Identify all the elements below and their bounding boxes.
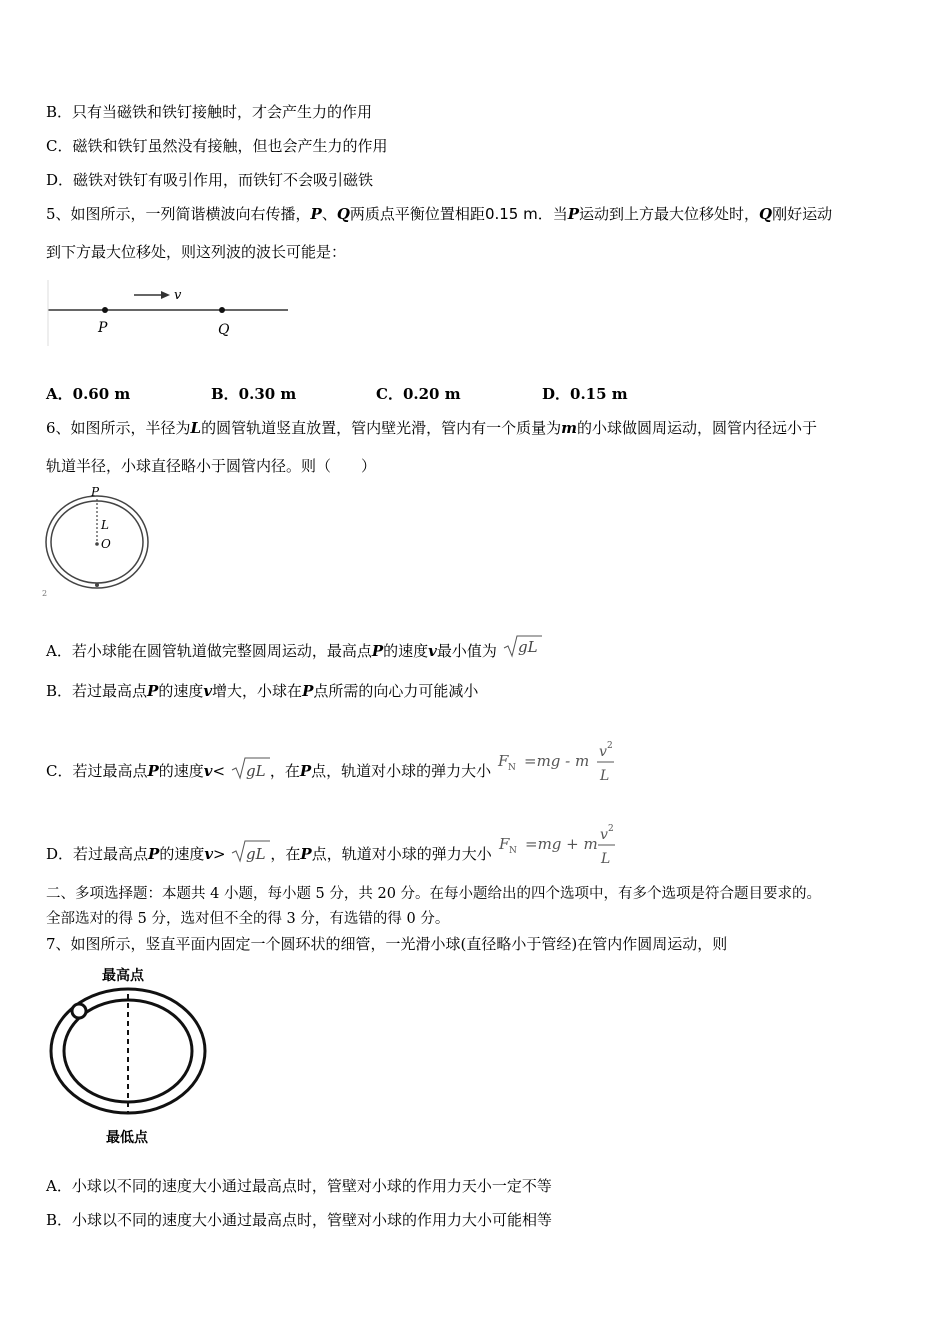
svg-text:F: F bbox=[498, 835, 509, 853]
normal-force-formula-c bbox=[496, 740, 626, 790]
sqrt-gl-formula-c bbox=[230, 756, 270, 782]
section2-heading-line2: 全部选对的得 5 分，选对但不全的得 3 分，有选错的得 0 分。 bbox=[46, 911, 450, 927]
q7-option-b: B．小球以不同的速度大小通过最高点时，管壁对小球的作用力大小可能相等 bbox=[46, 1211, 553, 1229]
svg-text:F: F bbox=[497, 752, 509, 770]
q5-choice-a: A．0.60 m bbox=[46, 385, 131, 403]
svg-text:gL: gL bbox=[517, 638, 538, 656]
q6-option-d: D．若过最高点P的速度v> gL ，在P点，轨道对小球的弹力大小 F N =mg + m v 2 L bbox=[46, 823, 627, 873]
q5-choice-b: B．0.30 m bbox=[211, 385, 297, 403]
svg-text:L: L bbox=[599, 768, 610, 784]
q7-stem: 7、如图所示，竖直平面内固定一个圆环状的细管，一光滑小球(直径略小于管经)在管内作圆周运动，则 bbox=[46, 935, 728, 953]
svg-text:v: v bbox=[599, 827, 608, 843]
svg-text:=mg - m: =mg - m bbox=[523, 752, 590, 770]
velocity-label: v bbox=[174, 288, 182, 303]
q5-stem-line1: 5、如图所示，一列简谐横波向右传播，P、Q两质点平衡位置相距0.15 m．当P运动到上方最大位移处时，Q刚好运动 bbox=[46, 205, 833, 223]
velocity-arrow-head bbox=[161, 291, 170, 299]
point-q bbox=[219, 307, 225, 313]
q7-ball bbox=[72, 1004, 86, 1018]
q5-wave-figure bbox=[44, 280, 294, 346]
q6-option-a: A．若小球能在圆管轨道做完整圆周运动，最高点P的速度v最小值为 gL bbox=[46, 634, 542, 661]
q6-option-b: B．若过最高点P的速度v增大，小球在P点所需的向心力可能减小 bbox=[46, 682, 479, 700]
point-p bbox=[102, 307, 108, 313]
q4-option-d: D．磁铁对铁钉有吸引作用，而铁钉不会吸引磁铁 bbox=[46, 171, 374, 189]
figure-corner-mark: 2 bbox=[42, 589, 48, 598]
q6-stem-line1: 6、如图所示，半径为L的圆管轨道竖直放置，管内壁光滑，管内有一个质量为m的小球做圆周运动，圆管内径远小于 bbox=[46, 419, 817, 437]
ball-bottom bbox=[95, 583, 99, 587]
q5-choice-d: D．0.15 m bbox=[542, 385, 628, 403]
q5-choice-c: C．0.20 m bbox=[376, 385, 461, 403]
q4-option-b: B．只有当磁铁和铁钉接触时，才会产生力的作用 bbox=[46, 103, 373, 121]
q6-stem-line2: 轨道半径，小球直径略小于圆管内径。则（ ） bbox=[46, 457, 377, 475]
svg-text:N: N bbox=[508, 846, 517, 856]
ring-o-label: O bbox=[101, 537, 111, 551]
normal-force-formula-d bbox=[497, 823, 627, 873]
section2-heading-line1: 二、多项选择题：本题共 4 小题，每小题 5 分，共 20 分。在每小题给出的四个选项中，有多个选项是符合题目要求的。 bbox=[46, 886, 822, 902]
q6-option-c: C．若过最高点P的速度v< gL ，在P点，轨道对小球的弹力大小 F N =mg - m v 2 L bbox=[46, 740, 626, 790]
q5-stem-line2: 到下方最大位移处，则这列波的波长可能是： bbox=[46, 243, 347, 261]
point-q-label: Q bbox=[218, 322, 230, 338]
ring-p-label: P bbox=[91, 485, 100, 499]
q7-ring-figure bbox=[46, 964, 210, 1150]
sqrt-gl-formula-d bbox=[230, 839, 270, 865]
svg-text:L: L bbox=[600, 851, 610, 867]
sqrt-gl-formula bbox=[502, 634, 542, 660]
svg-text:gL: gL bbox=[245, 762, 266, 780]
svg-text:gL: gL bbox=[246, 845, 266, 863]
svg-text:2: 2 bbox=[607, 824, 614, 834]
svg-text:v: v bbox=[598, 744, 607, 760]
q4-option-c: C．磁铁和铁钉虽然没有接触，但也会产生力的作用 bbox=[46, 137, 388, 155]
point-p-label: P bbox=[98, 320, 108, 336]
q7-option-a: A．小球以不同的速度大小通过最高点时，管壁对小球的作用力天小一定不等 bbox=[46, 1177, 552, 1195]
ring-outer bbox=[46, 496, 148, 588]
q7-bottom-label: 最低点 bbox=[106, 1130, 148, 1146]
ring-l-label: L bbox=[101, 518, 109, 532]
svg-text:=mg + m: =mg + m bbox=[524, 835, 598, 853]
svg-text:2: 2 bbox=[606, 741, 613, 751]
svg-text:N: N bbox=[507, 763, 516, 773]
center-point bbox=[95, 542, 99, 546]
ring-inner bbox=[51, 501, 143, 583]
q6-ring-figure bbox=[40, 484, 150, 600]
q7-top-label: 最高点 bbox=[102, 968, 144, 984]
